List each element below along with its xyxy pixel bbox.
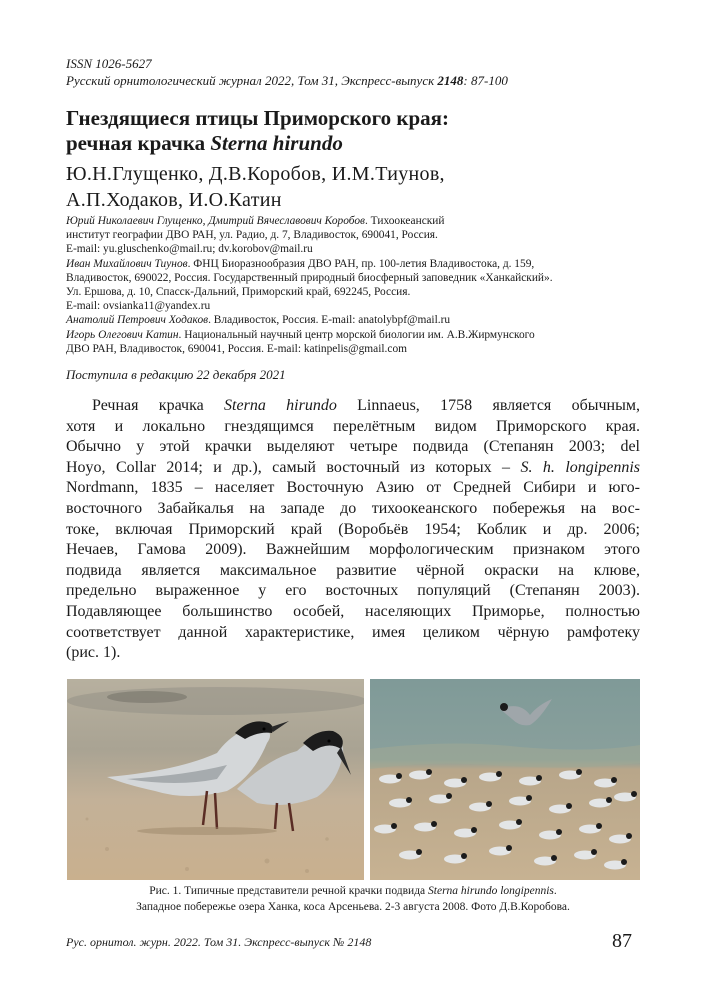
body-line (66, 540, 640, 561)
affiliation-author-name: Анатолий Петрович Ходаков (66, 314, 209, 327)
caption-text: Рис. 1. Типичные представители речной крачки подвида (149, 885, 429, 897)
footer-citation: Рус. орнитол. журн. 2022. Том 31. Экспресс-выпуск № 2148 (66, 935, 372, 949)
body-line (66, 581, 640, 602)
tern-head (551, 855, 557, 861)
affiliation-text: . ФНЦ Биоразнообразия ДВО РАН, пр. 100-летия Владивостока, д. 159, (187, 257, 535, 270)
tern-head (461, 853, 467, 859)
affiliation-text: институт географии ДВО РАН, ул. Радио, д. 7, Владивосток, 690041, Россия. (66, 229, 438, 242)
affiliation-text: . Национальный научный центр морской биологии им. А.В.Жирмунского (178, 328, 535, 341)
tern-head (486, 801, 492, 807)
body-line (66, 643, 640, 664)
photo-two-terns (67, 679, 364, 880)
body-text-run: Подавляющее большинство особей, населяющих Приморье, полностью (66, 602, 640, 620)
affiliation-line (66, 299, 210, 313)
tern-head (576, 769, 582, 775)
tern-head (591, 849, 597, 855)
affiliation-line (66, 342, 407, 356)
body-text-run: подвида является максимальное развитие чёрной окраски на клюве, (66, 561, 640, 579)
body-line (66, 520, 640, 541)
affiliation-author-name: Юрий Николаевич Глущенко, Дмитрий Вячеславович Коробов (66, 215, 365, 227)
affiliation-line (66, 228, 438, 242)
caption-period: . (553, 885, 557, 897)
affiliation-author-name: Игорь Олегович Катин (66, 328, 179, 341)
body-text-run: предельно выраженное у его восточных популяций (Степанян 2003). (66, 582, 640, 600)
received-date: Поступила в редакцию 22 декабря 2021 (66, 367, 286, 382)
affiliation-text: Владивосток, 690022, Россия. Государственный природный биосферный заповедник «Ханкайский». (66, 271, 553, 284)
body-line (66, 396, 640, 417)
journal-name: Русский орнитологический журнал 2022, Том 31, Экспресс-выпуск (66, 73, 438, 88)
tern-head (516, 819, 522, 825)
title-latin-name: Sterna hirundo (210, 131, 343, 155)
tern-head (396, 773, 402, 779)
issue-number: 2148 (437, 73, 464, 88)
affiliation-text: . Тихоокеанский (364, 215, 445, 227)
tern-head (471, 827, 477, 833)
body-text-run: Нечаев, Гамова 2009). Важнейшим морфологическим признаком этого (66, 541, 640, 559)
affiliation-line (66, 328, 535, 342)
tern-head (536, 775, 542, 781)
tern-head (566, 803, 572, 809)
body-line (66, 623, 640, 644)
tern-head (626, 833, 632, 839)
affiliation-line (66, 242, 313, 256)
body-text-run: Linnaeus, 1758 является обычным, (336, 397, 640, 414)
body-line (66, 417, 640, 438)
figure-photo-left (67, 679, 364, 880)
tern-head (611, 777, 617, 783)
title-common-name: речная крачка (66, 131, 211, 155)
issn: ISSN 1026-5627 (66, 56, 152, 71)
body-text-run: Обычно у этой крачки выделяют четыре подвида (Степанян 2003; del (66, 438, 640, 456)
tern-head (416, 849, 422, 855)
body-line (66, 561, 640, 582)
body-line (66, 499, 640, 520)
affiliation-line (66, 271, 553, 285)
tern-head (446, 793, 452, 799)
affiliation-line (66, 214, 444, 228)
body-line (66, 602, 640, 623)
latin-name: Sterna hirundo (224, 397, 337, 414)
tern-head (426, 769, 432, 775)
journal-line (66, 73, 508, 89)
body-text-run: токе, включая Приморский край (Воробьёв 1954; Коблик и др. 2006; (66, 520, 640, 538)
photo-tern-colony (370, 679, 640, 880)
tern-head (526, 795, 532, 801)
body-text-run: хотя и локально гнездящимся перелётным видом Приморского края. (66, 417, 640, 435)
affiliation-text: E-mail: ovsianka11@yandex.ru (66, 300, 211, 313)
tern-head (556, 829, 562, 835)
body-text-run: восточного Забайкалья на западе до тихоокеанского побережья на вос- (66, 499, 640, 517)
affiliation-line (66, 285, 410, 299)
affiliation-text: E-mail: yu.gluschenko@mail.ru; dv.korobov@mail.ru (66, 243, 313, 256)
page-range: : 87-100 (463, 73, 508, 88)
tern-head (596, 823, 602, 829)
tern-head (461, 777, 467, 783)
figure-caption (66, 883, 640, 899)
tern-head (506, 845, 512, 851)
body-text-run: Hoyo, Collar 2014; и др.), самый восточный из которых – (66, 458, 521, 476)
tern-head (606, 797, 612, 803)
body-line (66, 458, 640, 479)
body-text-run: Речная крачка (92, 397, 225, 414)
article-body (66, 396, 640, 664)
article-title-line2 (66, 131, 343, 156)
body-text-run: соответствует данной характеристике, имея целиком чёрную рамфотеку (66, 623, 640, 641)
authors-line2: А.П.Ходаков, И.О.Катин (66, 189, 282, 211)
figure-caption-line2: Западное побережье озера Ханка, коса Арсеньева. 2-3 августа 2008. Фото Д.В.Коробова. (136, 901, 570, 913)
affiliation-text: Ул. Ершова, д. 10, Спасск-Дальний, Приморский край, 692245, Россия. (66, 286, 411, 298)
figure-photo-right (370, 679, 640, 880)
affiliation-line (66, 313, 450, 327)
tern-head (496, 771, 502, 777)
caption-latin: Sterna hirundo longipennis (428, 885, 554, 897)
body-text-run: (рис. 1). (66, 644, 121, 662)
body-line (66, 478, 640, 499)
body-line (66, 437, 640, 458)
affiliation-text: ДВО РАН, Владивосток, 690041, Россия. E-mail: katinpelis@gmail.com (66, 342, 408, 355)
affiliation-text: . Владивосток, Россия. E-mail: anatolybpf@mail.ru (208, 314, 451, 327)
tern-head (631, 791, 637, 797)
tern-head (431, 821, 437, 827)
page-number: 87 (612, 930, 632, 952)
affiliation-line (66, 257, 534, 271)
latin-name: S. h. longipennis (520, 458, 640, 476)
affiliation-author-name: Иван Михайлович Тиунов (66, 257, 188, 270)
body-text-run: Nordmann, 1835 – населяет Восточную Азию от Средней Сибири и юго- (66, 479, 640, 497)
tern-head (406, 797, 412, 803)
article-title-line1: Гнездящиеся птицы Приморского края: (66, 106, 449, 130)
tern-head (621, 859, 627, 865)
tern-head (391, 823, 397, 829)
authors-line1: Ю.Н.Глущенко, Д.В.Коробов, И.М.Тиунов, (66, 163, 445, 185)
